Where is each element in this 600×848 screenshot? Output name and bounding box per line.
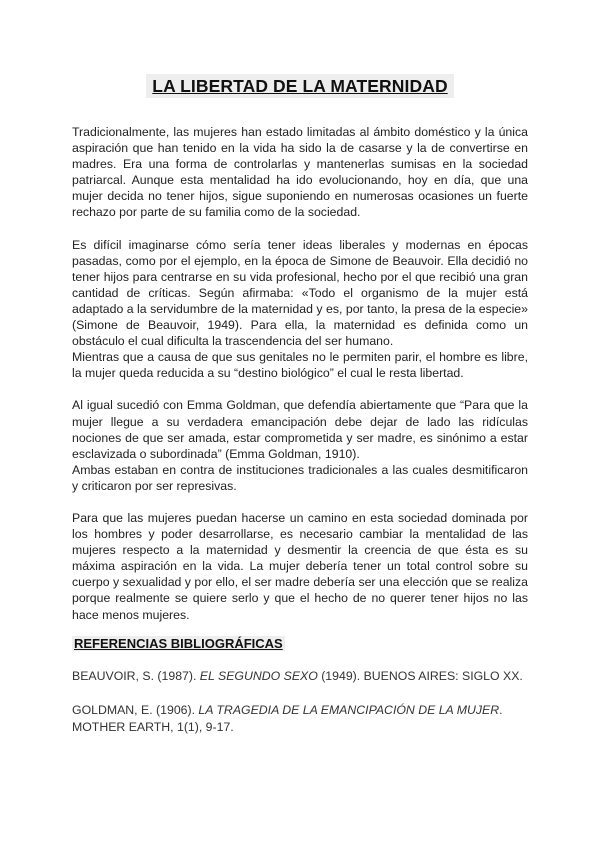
- reference-goldman: [72, 702, 528, 735]
- references-heading: REFERENCIAS BIBLIOGRÁFICAS: [74, 636, 283, 651]
- document-title: LA LIBERTAD DE LA MATERNIDAD: [146, 74, 453, 98]
- reference-goldman-publisher: . MOTHER EARTH, 1(1), 9-17.: [72, 703, 503, 734]
- paragraph-biological-destiny: Mientras que a causa de que sus genitales no le permiten parir, el hombre es libre, la mujer queda reducida a su “destino biológico” el cual le resta libertad.: [72, 350, 528, 381]
- reference-beauvoir: [72, 668, 528, 685]
- paragraph-institutions: Ambas estaban en contra de instituciones tradicionales a las cuales desmitificaron y criticaron por ser represivas.: [72, 462, 528, 493]
- reference-beauvoir-author: BEAUVOIR, S. (1987).: [72, 669, 200, 683]
- paragraph-beauvoir: Es difícil imaginarse cómo sería tener ideas liberales y modernas en épocas pasadas, como por el ejemplo, en la época de Simone de Beauvoir. Ella decidió no tener hijos para centrarse en su vida profesional, hecho por el que recibió una gran cantidad de críticas. Según afirmaba: «Todo el organismo de la mujer está adaptado a la servidumbre de la maternidad y es, por tanto, la presa de la especie» (Simone de Beauvoir, 1949). Para ella, la maternidad es definida como un obstáculo el cual dificulta la trascendencia del ser humano.: [72, 237, 528, 349]
- paragraph-conclusion: Para que las mujeres puedan hacerse un camino en esta sociedad dominada por los hombres y poder desarrollarse, es necesario cambiar la mentalidad de las mujeres respecto a la maternidad y desmentir la creencia de que ésta es su máxima aspiración en la vida. La mujer debería tener un total control sobre su cuerpo y sexualidad y por ello, el ser madre debería ser una elección que se realiza porque realmente se quiere serlo y que el hecho de no querer tener hijos no las hace menos mujeres.: [72, 510, 528, 622]
- document-body: [72, 124, 528, 623]
- paragraph-intro: Tradicionalmente, las mujeres han estado limitadas al ámbito doméstico y la única aspiración que han tenido en la vida ha sido la de casarse y la de convertirse en madres. Era una forma de controlarlas y mantenerlas sumisas en la sociedad patriarcal. Aunque esta mentalidad ha ido evolucionando, hoy en día, que una mujer decida no tener hijos, sigue suponiendo en numerosas ocasiones un fuerte rechazo por parte de su familia como de la sociedad.: [72, 125, 528, 220]
- paragraph-goldman: Al igual sucedió con Emma Goldman, que defendía abiertamente que “Para que la mujer llegue a su verdadera emancipación debe dejar de lado las ridículas nociones de que ser amada, estar comprometida y ser madre, es sinónimo a estar esclavizada o subordinada” (Emma Goldman, 1910).: [72, 398, 528, 461]
- reference-beauvoir-publisher: (1949). BUENOS AIRES: SIGLO XX.: [317, 669, 523, 683]
- reference-beauvoir-title: EL SEGUNDO SEXO: [199, 669, 318, 683]
- reference-goldman-title: LA TRAGEDIA DE LA EMANCIPACIÓN DE LA MUJER: [198, 703, 500, 717]
- title-container: [0, 74, 600, 98]
- reference-goldman-author: GOLDMAN, E. (1906).: [72, 703, 199, 717]
